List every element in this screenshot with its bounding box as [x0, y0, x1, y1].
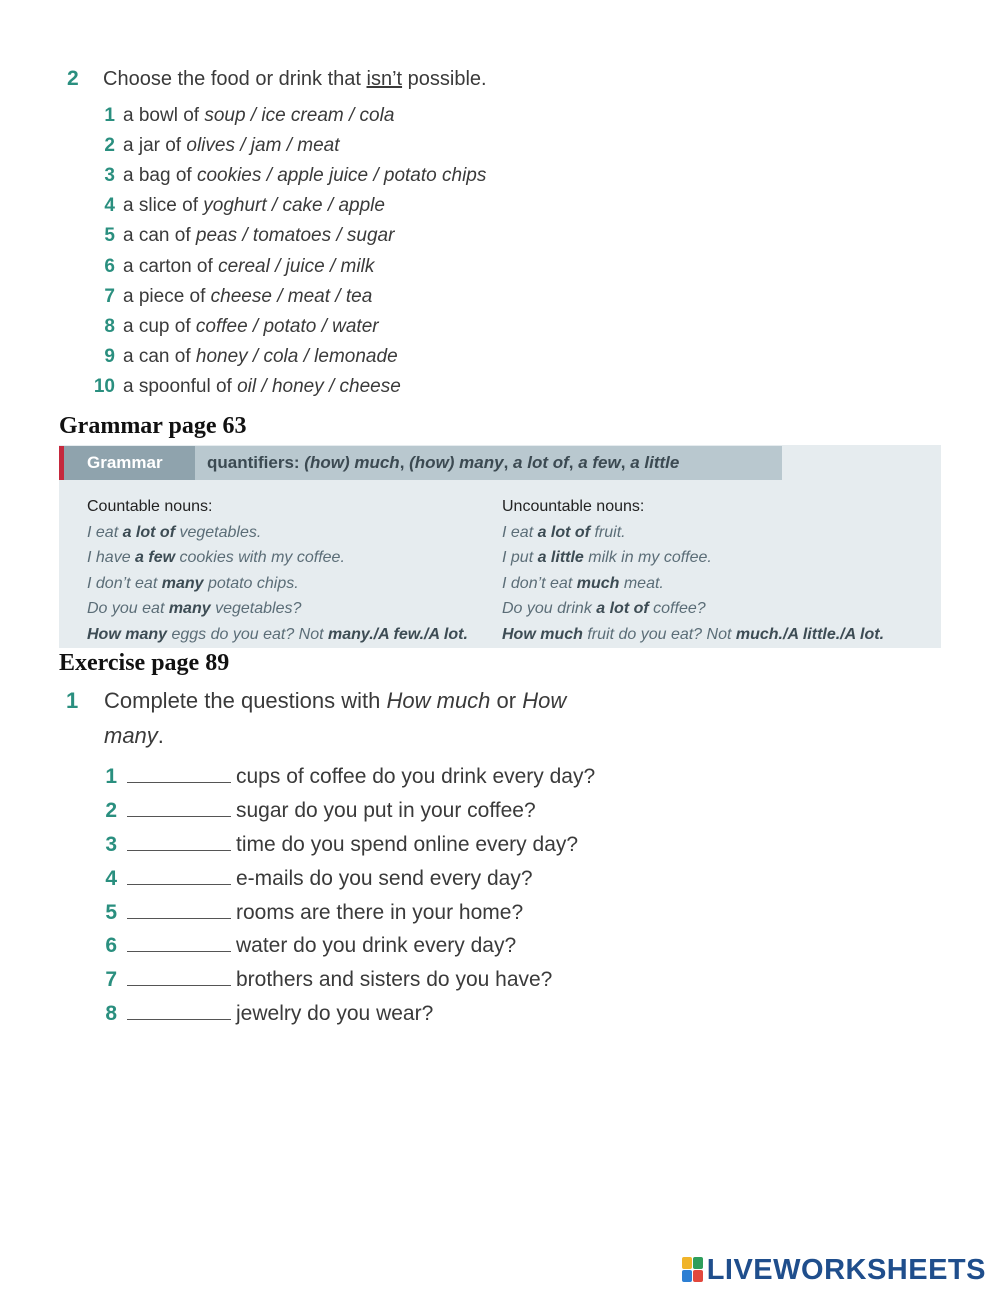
food-options[interactable]: peas / tomatoes / sugar — [195, 225, 395, 246]
food-item: 7 a piece of cheese / meat / tea — [104, 286, 373, 307]
food-item: 2 a jar of olives / jam / meat — [104, 135, 340, 156]
question-row: 3 time do you spend online every day? — [105, 833, 579, 856]
food-item: 9 a can of honey / cola / lemonade — [104, 346, 398, 367]
food-options[interactable]: yoghurt / cake / apple — [203, 195, 385, 216]
food-item: 5 a can of peas / tomatoes / sugar — [104, 225, 395, 246]
countable-example: I eat a lot of vegetables. — [87, 524, 262, 541]
countable-heading: Countable nouns: — [87, 498, 213, 515]
grammar-topic: quantifiers: (how) much, (how) many, a lot of, a few, a little — [207, 453, 680, 472]
food-options[interactable]: soup / ice cream / cola — [204, 105, 395, 126]
exercise-1-title-cont: many. — [104, 723, 164, 748]
uncountable-heading: Uncountable nouns: — [502, 498, 645, 515]
answer-blank[interactable] — [127, 764, 231, 783]
countable-example: Do you eat many vegetables? — [87, 600, 302, 617]
food-options[interactable]: cookies / apple juice / potato chips — [196, 165, 487, 186]
food-item: 8 a cup of coffee / potato / water — [104, 316, 379, 337]
exercise-2-title: Choose the food or drink that isn’t possible. — [103, 68, 487, 90]
answer-blank[interactable] — [127, 933, 231, 952]
answer-blank[interactable] — [127, 798, 231, 817]
question-row: 5 rooms are there in your home? — [105, 901, 524, 924]
liveworksheets-logo[interactable] — [682, 1253, 986, 1287]
countable-example: I have a few cookies with my coffee. — [87, 549, 345, 566]
question-row: 7 brothers and sisters do you have? — [105, 968, 553, 991]
grammar-label: Grammar — [64, 446, 195, 480]
food-options[interactable]: cereal / juice / milk — [218, 256, 375, 277]
countable-example: How many eggs do you eat? Not many./A few./A lot. — [87, 626, 468, 643]
food-options[interactable]: cheese / meat / tea — [210, 286, 373, 307]
food-options[interactable]: coffee / potato / water — [195, 316, 379, 337]
answer-blank[interactable] — [127, 967, 231, 986]
countable-example: I don’t eat many potato chips. — [87, 575, 299, 592]
answer-blank[interactable] — [127, 832, 231, 851]
question-row: 8 jewelry do you wear? — [105, 1002, 434, 1025]
uncountable-example: How much fruit do you eat? Not much./A little./A lot. — [502, 626, 885, 643]
answer-blank[interactable] — [127, 900, 231, 919]
food-item: 10 a spoonful of oil / honey / cheese — [93, 376, 401, 397]
exercise-page-heading: Exercise page 89 — [59, 650, 230, 676]
uncountable-example: I eat a lot of fruit. — [502, 524, 626, 541]
uncountable-example: Do you drink a lot of coffee? — [502, 600, 706, 617]
uncountable-example: I don’t eat much meat. — [502, 575, 664, 592]
food-item: 4 a slice of yoghurt / cake / apple — [104, 195, 385, 216]
question-row: 2 sugar do you put in your coffee? — [105, 799, 536, 822]
question-row: 1 cups of coffee do you drink every day? — [105, 765, 596, 788]
question-row: 6 water do you drink every day? — [105, 934, 517, 957]
uncountable-example: I put a little milk in my coffee. — [502, 549, 712, 566]
food-options[interactable]: honey / cola / lemonade — [195, 346, 398, 367]
answer-blank[interactable] — [127, 866, 231, 885]
food-item: 6 a carton of cereal / juice / milk — [104, 256, 375, 277]
liveworksheets-logo-icon — [682, 1257, 704, 1283]
food-options[interactable]: olives / jam / meat — [186, 135, 340, 156]
food-options[interactable]: oil / honey / cheese — [237, 376, 401, 397]
food-item: 3 a bag of cookies / apple juice / potato chips — [104, 165, 487, 186]
answer-blank[interactable] — [127, 1001, 231, 1020]
liveworksheets-logo-text: LIVEWORKSHEETS — [706, 1253, 986, 1286]
question-row: 4 e-mails do you send every day? — [105, 867, 533, 890]
exercise-2-number: 2 — [67, 67, 79, 90]
exercise-1-title: Complete the questions with How much or How — [104, 688, 567, 713]
exercise-1-number: 1 — [66, 688, 79, 713]
grammar-page-heading: Grammar page 63 — [59, 413, 247, 439]
food-item: 1 a bowl of soup / ice cream / cola — [104, 105, 395, 126]
